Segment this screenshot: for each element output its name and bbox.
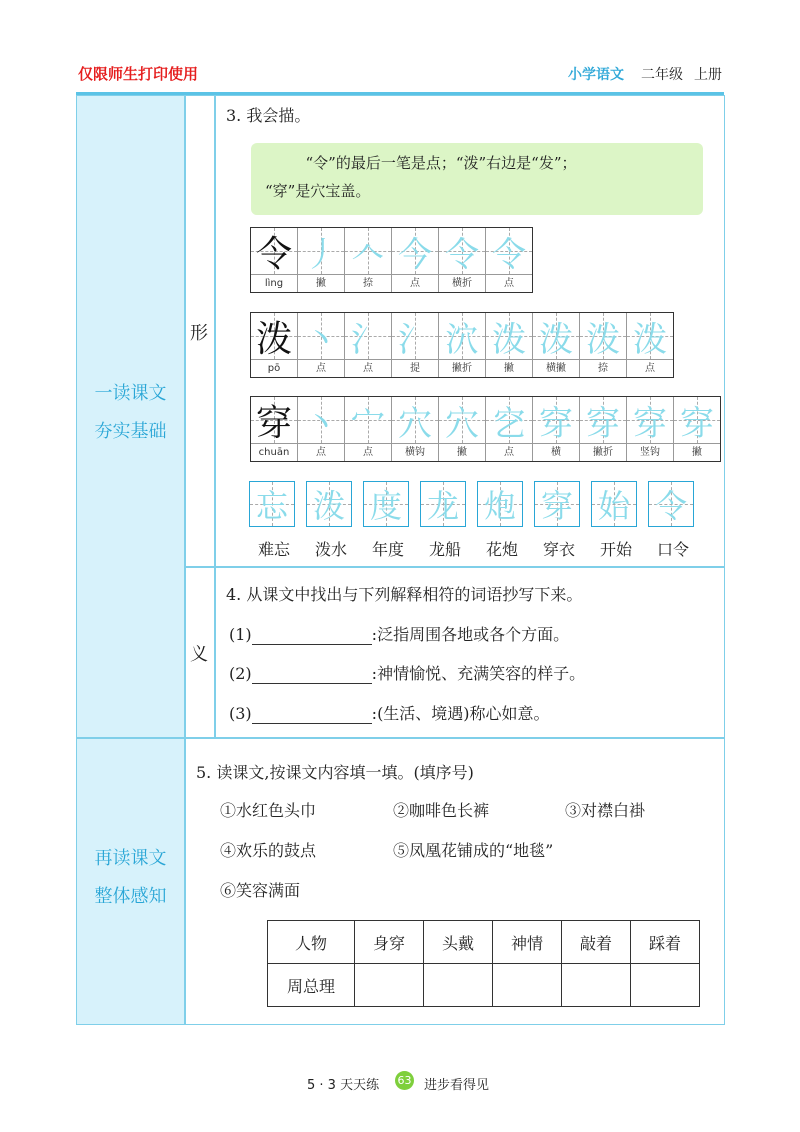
- trace-cell[interactable]: [533, 313, 580, 377]
- trace-grid-po: [250, 312, 674, 378]
- trace-char: 穿: [586, 403, 620, 444]
- word-label: 龙船: [428, 540, 461, 559]
- practice-char: 度: [369, 487, 402, 525]
- trace-char: 令: [492, 234, 526, 275]
- def-number: (1): [229, 625, 252, 644]
- answer-cell[interactable]: [493, 964, 562, 1007]
- word-label: 难忘: [257, 540, 290, 559]
- trace-cell[interactable]: [439, 228, 486, 292]
- grade-label: 二年级: [641, 67, 683, 83]
- word-label: 年度: [371, 540, 404, 559]
- tip-line-1: “令”的最后一笔是点；“泼”右边是“发”；: [305, 154, 577, 172]
- side-title-1b: 夯实基础: [94, 421, 167, 442]
- stroke-name: 横: [551, 447, 561, 458]
- side-title-2a: 再读课文: [94, 848, 167, 869]
- trace-char: 泼: [539, 319, 573, 360]
- main-char: 泼: [255, 318, 292, 360]
- stroke-name: 撇折: [593, 447, 613, 458]
- divider-v2: [214, 96, 216, 738]
- trace-char: 丿: [304, 234, 338, 275]
- answer-cell[interactable]: [424, 964, 493, 1007]
- trace-char: 令: [445, 234, 479, 275]
- trace-cell[interactable]: [392, 397, 439, 461]
- trace-cell[interactable]: [486, 397, 533, 461]
- option-2: ②咖啡色长裤: [393, 801, 490, 820]
- def-number: (3): [229, 704, 252, 723]
- header-cell: 头戴: [424, 921, 493, 964]
- trace-cell[interactable]: [580, 313, 627, 377]
- definition-row-2: [229, 661, 585, 684]
- definition-row-1: [229, 622, 569, 645]
- answer-table: [267, 920, 700, 1007]
- volume-label: 上册: [694, 67, 722, 83]
- def-text: :神情愉悦、充满笑容的样子。: [371, 664, 586, 683]
- stroke-name: 撇折: [452, 363, 472, 374]
- stroke-name: 撇: [692, 447, 702, 458]
- trace-char: 宀: [351, 403, 385, 444]
- stroke-name: 横钩: [405, 447, 425, 458]
- main-char-cell: [251, 313, 298, 377]
- print-notice: 仅限师生打印使用: [78, 65, 199, 83]
- trace-cell[interactable]: [345, 228, 392, 292]
- practice-cell[interactable]: [534, 481, 580, 527]
- practice-cell[interactable]: [363, 481, 409, 527]
- practice-char: 忘: [255, 487, 288, 525]
- trace-cell[interactable]: [580, 397, 627, 461]
- stroke-name: 点: [504, 278, 514, 289]
- trace-grid-chuan: [250, 396, 721, 462]
- trace-cell[interactable]: [345, 397, 392, 461]
- header-cell: 敲着: [562, 921, 631, 964]
- practice-cell[interactable]: [249, 481, 295, 527]
- header-cell: 人物: [268, 921, 355, 964]
- tip-box: [251, 143, 703, 215]
- definition-row-3: [229, 701, 550, 724]
- trace-char: 穴: [398, 403, 432, 444]
- header-cell: 神情: [493, 921, 562, 964]
- trace-char: 丶: [304, 319, 338, 360]
- answer-cell[interactable]: [355, 964, 424, 1007]
- trace-char: 今: [398, 234, 432, 275]
- trace-char: 穿: [680, 403, 714, 444]
- stroke-name: 点: [363, 447, 373, 458]
- label-meaning: 义: [190, 644, 208, 665]
- trace-grid-ling: [250, 227, 533, 293]
- trace-char: 穿: [539, 403, 573, 444]
- pinyin: chuān: [258, 447, 290, 458]
- table-row: [268, 964, 700, 1007]
- practice-cell[interactable]: [420, 481, 466, 527]
- stroke-name: 捺: [363, 278, 373, 289]
- option-4: ④欢乐的鼓点: [220, 841, 317, 860]
- side-title-2b: 整体感知: [94, 886, 167, 907]
- practice-char: 穿: [540, 487, 573, 525]
- practice-char: 龙: [426, 487, 459, 525]
- q4-title: 4. 从课文中找出与下列解释相符的词语抄写下来。: [226, 585, 583, 604]
- footer-brand: 5 · 3 天天练: [307, 1078, 380, 1093]
- practice-cell[interactable]: [591, 481, 637, 527]
- practice-cell[interactable]: [306, 481, 352, 527]
- row-label: 周总理: [268, 964, 355, 1007]
- subject-label: 小学语文: [568, 67, 624, 83]
- trace-cell[interactable]: [345, 313, 392, 377]
- stroke-name: 撇: [504, 363, 514, 374]
- trace-char: 泼: [492, 319, 526, 360]
- main-char: 令: [255, 233, 292, 275]
- main-char-cell: [251, 228, 298, 292]
- trace-cell[interactable]: [298, 228, 345, 292]
- word-label: 穿衣: [542, 540, 575, 559]
- practice-char: 令: [654, 487, 687, 525]
- trace-char: 泼: [586, 319, 620, 360]
- q3-title: 3. 我会描。: [226, 106, 311, 125]
- divider-v1: [184, 96, 186, 1024]
- answer-blank[interactable]: [252, 665, 372, 684]
- trace-char: 穴: [445, 403, 479, 444]
- trace-char: 穿: [633, 403, 667, 444]
- stroke-name: 横折: [452, 278, 472, 289]
- stroke-name: 提: [410, 363, 420, 374]
- header-cell: 踩着: [631, 921, 700, 964]
- word-label: 开始: [599, 540, 632, 559]
- tip-line-2: “穿”是穴宝盖。: [265, 182, 371, 200]
- stroke-name: 点: [645, 363, 655, 374]
- stroke-name: 撇: [316, 278, 326, 289]
- page-number: 63: [395, 1071, 414, 1090]
- answer-blank[interactable]: [252, 626, 372, 645]
- trace-cell[interactable]: [627, 313, 673, 377]
- trace-char: 氵: [398, 319, 432, 360]
- divider-h1: [184, 566, 724, 568]
- answer-cell[interactable]: [631, 964, 700, 1007]
- word-label: 泼水: [314, 540, 347, 559]
- footer-slogan: 进步看得见: [424, 1078, 490, 1093]
- trace-cell[interactable]: [439, 313, 486, 377]
- trace-char: 泬: [445, 319, 479, 360]
- option-1: ①水红色头巾: [220, 801, 317, 820]
- stroke-name: 点: [504, 447, 514, 458]
- answer-cell[interactable]: [562, 964, 631, 1007]
- practice-char: 泼: [312, 487, 345, 525]
- stroke-name: 竖钩: [640, 447, 660, 458]
- side-title-1a: 一读课文: [94, 383, 167, 404]
- stroke-name: 点: [316, 363, 326, 374]
- trace-cell[interactable]: [627, 397, 674, 461]
- pinyin: pō: [267, 363, 281, 374]
- stroke-name: 捺: [598, 363, 608, 374]
- stroke-name: 点: [410, 278, 420, 289]
- trace-cell[interactable]: [392, 228, 439, 292]
- trace-char: 丶: [304, 403, 338, 444]
- stroke-name: 横撇: [546, 363, 566, 374]
- trace-char: 泼: [633, 319, 667, 360]
- stroke-name: 撇: [457, 447, 467, 458]
- def-text: :泛指周围各地或各个方面。: [371, 625, 570, 644]
- trace-cell[interactable]: [486, 313, 533, 377]
- trace-char: 穵: [492, 403, 526, 444]
- trace-cell[interactable]: [298, 313, 345, 377]
- main-char: 穿: [255, 402, 292, 444]
- practice-cell[interactable]: [648, 481, 694, 527]
- side-section-1: [77, 96, 184, 737]
- divider-h2: [77, 737, 724, 739]
- def-text: :(生活、境遇)称心如意。: [371, 704, 550, 723]
- main-char-cell: [251, 397, 298, 461]
- side-section-2: [77, 739, 184, 1024]
- trace-cell[interactable]: [392, 313, 439, 377]
- pinyin: lìng: [264, 278, 284, 289]
- trace-cell[interactable]: [486, 228, 532, 292]
- option-3: ③对襟白褂: [565, 801, 646, 820]
- trace-char: 氵: [351, 319, 385, 360]
- option-5: ⑤凤凰花铺成的“地毯”: [393, 841, 554, 860]
- table-header-row: [268, 921, 700, 964]
- option-6: ⑥笑容满面: [220, 881, 301, 900]
- label-form: 形: [190, 323, 208, 344]
- trace-cell[interactable]: [674, 397, 720, 461]
- header-cell: 身穿: [355, 921, 424, 964]
- answer-blank[interactable]: [252, 705, 372, 724]
- trace-cell[interactable]: [298, 397, 345, 461]
- word-label: 口令: [656, 540, 689, 559]
- stroke-name: 点: [316, 447, 326, 458]
- practice-char: 炮: [483, 487, 516, 525]
- practice-char: 始: [597, 487, 630, 525]
- practice-cell[interactable]: [477, 481, 523, 527]
- trace-cell[interactable]: [533, 397, 580, 461]
- q5-title: 5. 读课文,按课文内容填一填。(填序号): [196, 763, 474, 782]
- trace-char: 𠆢: [351, 234, 385, 275]
- trace-cell[interactable]: [439, 397, 486, 461]
- def-number: (2): [229, 664, 252, 683]
- word-label: 花炮: [485, 540, 518, 559]
- stroke-name: 点: [363, 363, 373, 374]
